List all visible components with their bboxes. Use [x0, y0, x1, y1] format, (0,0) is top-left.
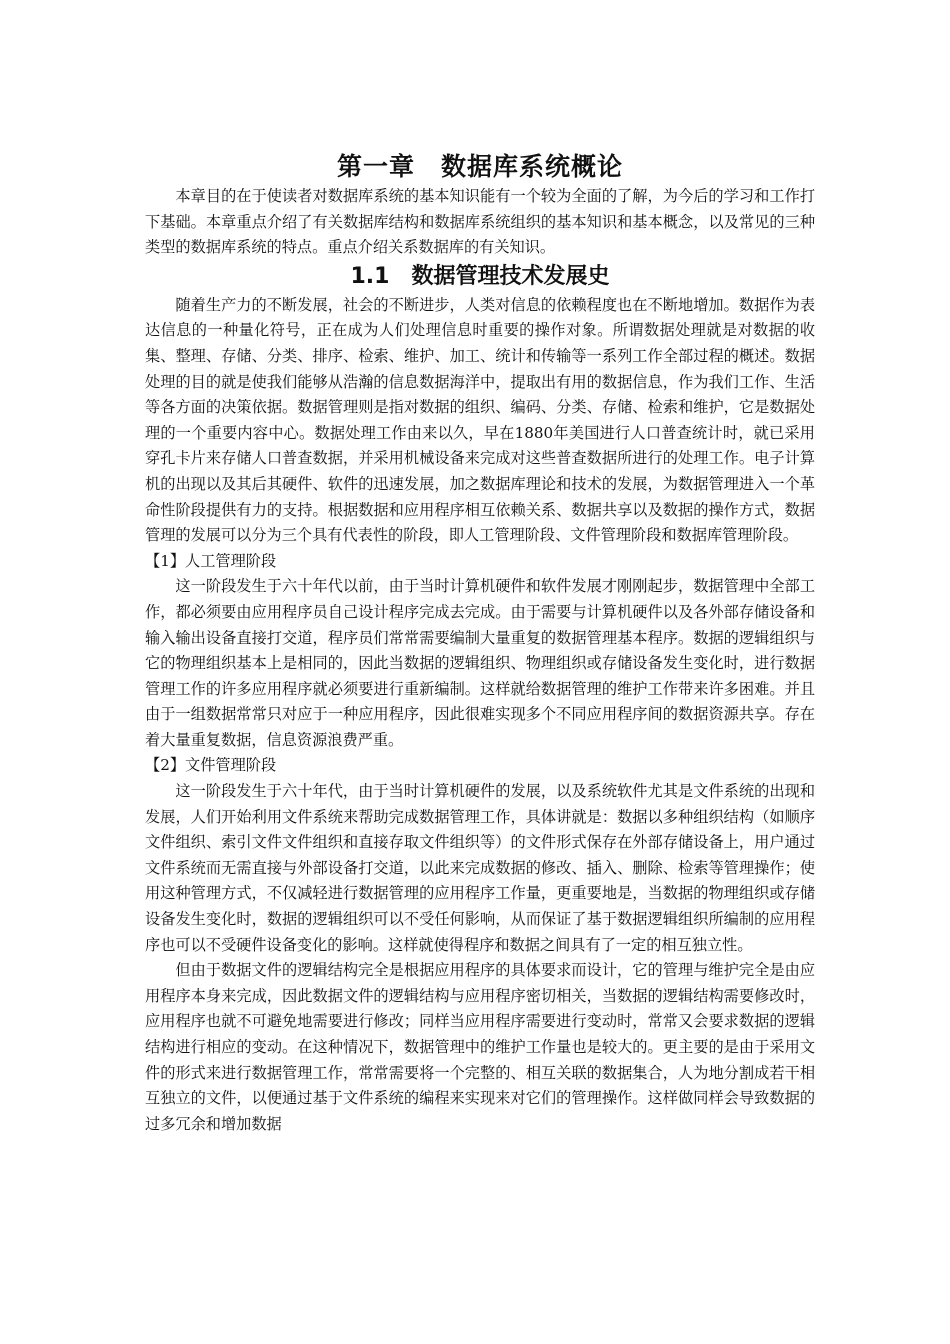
chapter-intro: 本章目的在于使读者对数据库系统的基本知识能有一个较为全面的了解，为今后的学习和工作打下基础。本章重点介绍了有关数据库结构和数据库系统组织的基本知识和基本概念，以及常见的三种类型的数据库系统的特点。重点介绍关系数据库的有关知识。	[145, 187, 815, 257]
paragraph: 随着生产力的不断发展，社会的不断进步，人类对信息的依赖程度也在不断地增加。数据作为表达信息的一种量化符号，正在成为人们处理信息时重要的操作对象。所谓数据处理就是对数据的收集、整理、存储、分类、排序、检索、维护、加工、统计和传输等一系列工作全部过程的概述。数据处理的目的就是使我们能够从浩瀚的信息数据海洋中，提取出有用的数据信息，作为我们工作、生活等各方面的决策依据。数据管理则是指对数据的组织、编码、分类、存储、检索和维护，它是数据处理的一个重要内容中心。数据处理工作由来以久，早在1880年美国进行人口普查统计时，就已采用穿孔卡片来存储人口普查数据，并采用机械设备来完成对这些普查数据所进行的处理工作。电子计算机的出现以及其后其硬件、软件的迅速发展，加之数据库理论和技术的发展，为数据管理进入一个革命性阶段提供有力的支持。根据数据和应用程序相互依赖关系、数据共享以及数据的操作方式，数据管理的发展可以分为三个具有代表性的阶段，即人工管理阶段、文件管理阶段和数据库管理阶段。	[145, 295, 815, 545]
paragraph: 这一阶段发生于六十年代，由于当时计算机硬件的发展，以及系统软件尤其是文件系统的出现和发展，人们开始利用文件系统来帮助完成数据管理工作，具体讲就是：数据以多种组织结构（如顺序文件组织、索引文件文件组织和直接存取文件组织等）的文件形式保存在外部存储设备上，用户通过文件系统而无需直接与外部设备打交道，以此来完成数据的修改、插入、删除、检索等管理操作；使用这种管理方式，不仅减轻进行数据管理的应用程序工作量，更重要地是，当数据的物理组织或存储设备发生变化时，数据的逻辑组织可以不受任何影响，从而保证了基于数据逻辑组织所编制的应用程序也可以不受硬件设备变化的影响。这样就使得程序和数据之间具有了一定的相互独立性。	[145, 782, 815, 954]
paragraph: 这一阶段发生于六十年代以前，由于当时计算机硬件和软件发展才刚刚起步，数据管理中全部工作，都必须要由应用程序员自己设计程序完成去完成。由于需要与计算机硬件以及各外部存储设备和输入输出设备直接打交道，程序员们常常需要编制大量重复的数据管理基本程序。数据的逻辑组织与它的物理组织基本上是相同的，因此当数据的逻辑组织、物理组织或存储设备发生变化时，进行数据管理工作的许多应用程序就必须要进行重新编制。这样就给数据管理的维护工作带来许多困难。并且由于一组数据常常只对应于一种应用程序，因此很难实现多个不同应用程序间的数据资源共享。存在着大量重复数据，信息资源浪费严重。	[145, 577, 815, 749]
section-title: 1.1 数据管理技术发展史	[350, 263, 610, 289]
subheading-manual-stage: 【1】人工管理阶段	[145, 551, 277, 570]
chapter-title: 第一章 数据库系统概论	[336, 152, 623, 181]
paragraph: 但由于数据文件的逻辑结构完全是根据应用程序的具体要求而设计，它的管理与维护完全是由应用程序本身来完成，因此数据文件的逻辑结构与应用程序密切相关，当数据的逻辑结构需要修改时，应用程序也就不可避免地需要进行修改；同样当应用程序需要进行变动时，常常又会要求数据的逻辑结构进行相应的变动。在这种情况下，数据管理中的维护工作量也是较大的。更主要的是由于采用文件的形式来进行数据管理工作，常常需要将一个完整的、相互关联的数据集合，人为地分割成若干相互独立的文件，以便通过基于文件系统的编程来实现来对它们的管理操作。这样做同样会导致数据的过多冗余和增加数据	[145, 961, 815, 1133]
document-page	[145, 150, 815, 1137]
subheading-file-stage: 【2】文件管理阶段	[145, 756, 277, 775]
